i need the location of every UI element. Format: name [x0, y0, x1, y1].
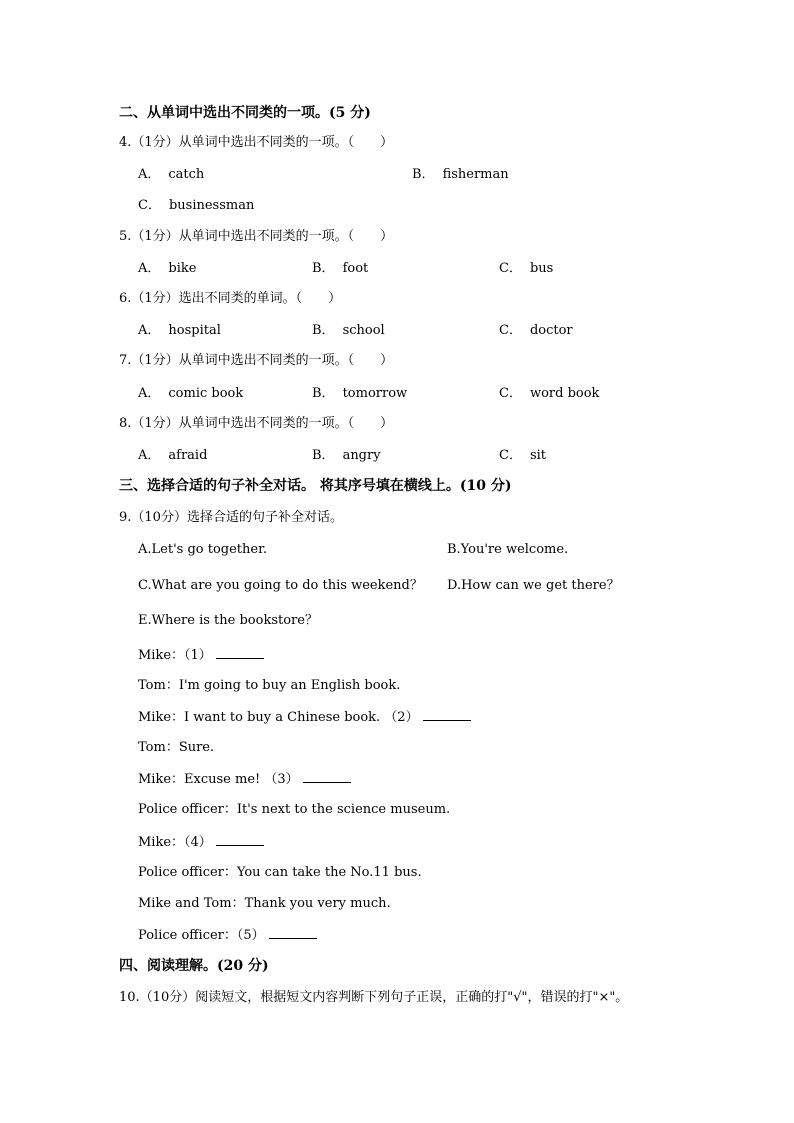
answer-blank-2[interactable]	[423, 708, 471, 721]
question-9-stem: 9.（10分）选择合适的句子补全对话。	[119, 510, 343, 525]
choice-d: D.How can we get there？	[447, 578, 620, 593]
choice-c: C.What are you going to do this weekend？	[138, 578, 423, 593]
question-8-option-a: A． afraid	[138, 448, 208, 463]
dialogue-line: Tom：Sure.	[138, 740, 215, 755]
question-10-stem: 10.（10分）阅读短文，根据短文内容判断下列句子正误，正确的打"√"，错误的打"×"。	[119, 990, 629, 1005]
question-5-stem: 5.（1分）从单词中选出不同类的一项。（ ）	[119, 229, 394, 244]
dialogue-line: Police officer：You can take the No.11 bus.	[138, 865, 422, 880]
dialogue-line: Mike and Tom：Thank you very much.	[138, 896, 391, 911]
choice-a: A.Let's go together.	[138, 542, 268, 557]
question-4-option-c: C． businessman	[138, 198, 255, 213]
dialogue-line: Police officer：It's next to the science museum.	[138, 802, 451, 817]
section-heading-4: 四、阅读理解。(20 分)	[119, 958, 269, 974]
answer-blank-5[interactable]	[269, 926, 317, 939]
question-5-option-a: A． bike	[138, 261, 197, 276]
question-5-option-c: C． bus	[499, 261, 554, 276]
dialogue-line: Mike：I want to buy a Chinese book. （2）	[138, 708, 471, 727]
question-4-option-b: B． fisherman	[412, 167, 509, 182]
dialogue-line: Police officer：（5）	[138, 926, 317, 945]
section-heading-3: 三、选择合适的句子补全对话。 将其序号填在横线上。(10 分)	[119, 478, 512, 494]
answer-blank-4[interactable]	[216, 833, 264, 846]
answer-blank-3[interactable]	[303, 770, 351, 783]
question-6-option-b: B． school	[312, 323, 385, 338]
question-7-option-b: B． tomorrow	[312, 386, 408, 401]
question-7-option-c: C． word book	[499, 386, 600, 401]
question-8-option-c: C． sit	[499, 448, 547, 463]
dialogue-line: Mike：（4）	[138, 833, 264, 852]
question-5-option-b: B． foot	[312, 261, 369, 276]
question-8-stem: 8.（1分）从单词中选出不同类的一项。（ ）	[119, 416, 394, 431]
dialogue-line: Tom：I'm going to buy an English book.	[138, 678, 401, 693]
dialogue-line: Mike：Excuse me! （3）	[138, 770, 351, 789]
question-4-option-a: A． catch	[138, 167, 205, 182]
question-8-option-b: B． angry	[312, 448, 381, 463]
question-7-option-a: A． comic book	[138, 386, 244, 401]
question-6-stem: 6.（1分）选出不同类的单词。（ ）	[119, 291, 342, 306]
question-6-option-a: A． hospital	[138, 323, 221, 338]
question-4-stem: 4.（1分）从单词中选出不同类的一项。（ ）	[119, 135, 394, 150]
section-heading-2: 二、从单词中选出不同类的一项。(5 分)	[119, 105, 371, 121]
choice-b: B.You're welcome.	[447, 542, 569, 557]
dialogue-line: Mike：（1）	[138, 646, 264, 665]
question-7-stem: 7.（1分）从单词中选出不同类的一项。（ ）	[119, 353, 394, 368]
question-6-option-c: C． doctor	[499, 323, 573, 338]
answer-blank-1[interactable]	[216, 646, 264, 659]
choice-e: E.Where is the bookstore？	[138, 613, 318, 628]
